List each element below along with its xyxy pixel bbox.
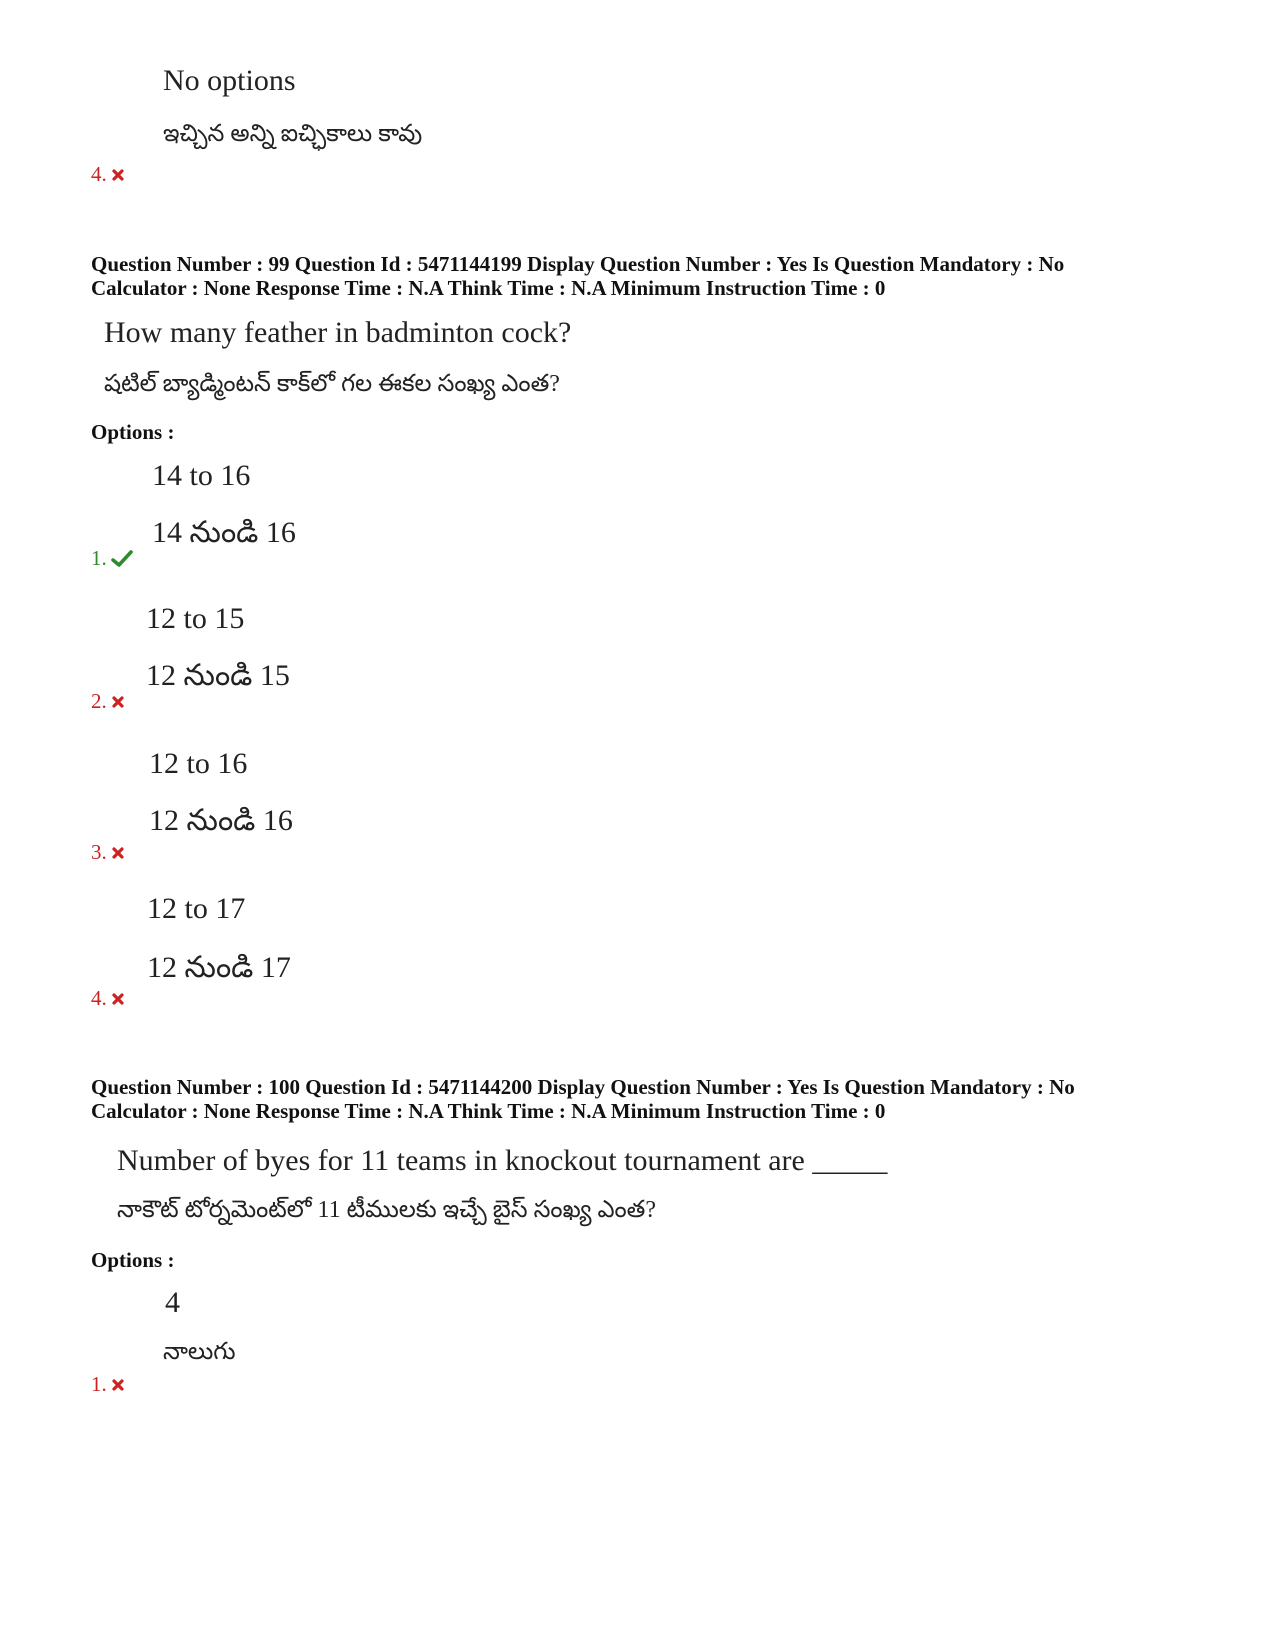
cross-icon — [111, 846, 125, 860]
option-text-te: 12 నుండి 17 — [147, 951, 291, 984]
option-text-en: 12 to 17 — [147, 892, 246, 925]
option-marker — [91, 840, 125, 865]
option-text-te: ఇచ్చిన అన్ని ఐచ్ఛికాలు కావు — [163, 121, 423, 147]
option-text-te: 12 నుండి 16 — [149, 804, 293, 837]
options-label: Options : — [91, 1248, 175, 1272]
option-marker — [91, 546, 133, 571]
option-text-en: 12 to 16 — [149, 747, 248, 780]
options-label: Options : — [91, 420, 175, 444]
cross-icon — [111, 168, 125, 182]
question-meta-line1: Question Number : 100 Question Id : 5471144200 Display Question Number : Yes Is Question Mandatory : No — [91, 1075, 1075, 1099]
question-text-en: How many feather in badminton cock? — [104, 316, 572, 349]
option-number: 2. — [91, 689, 107, 713]
option-text-en: No options — [163, 64, 296, 97]
question-meta-line1: Question Number : 99 Question Id : 5471144199 Display Question Number : Yes Is Question Mandatory : No — [91, 252, 1065, 276]
option-text-te: 14 నుండి 16 — [152, 516, 296, 549]
check-icon — [111, 550, 133, 568]
option-text-en: 14 to 16 — [152, 459, 251, 492]
question-text-te: షటిల్ బ్యాడ్మింటన్ కాక్‌లో గల ఈకల సంఖ్య ఎంత? — [104, 371, 560, 397]
option-number: 1. — [91, 546, 107, 570]
option-number: 3. — [91, 840, 107, 864]
option-text-en: 4 — [165, 1286, 180, 1319]
option-marker — [91, 986, 125, 1011]
question-meta-line2: Calculator : None Response Time : N.A Think Time : N.A Minimum Instruction Time : 0 — [91, 276, 886, 300]
option-number: 4. — [91, 986, 107, 1010]
option-marker — [91, 162, 125, 187]
cross-icon — [111, 695, 125, 709]
cross-icon — [111, 1378, 125, 1392]
question-text-te: నాకౌట్ టోర్నమెంట్‌లో 11 టీములకు ఇచ్చే బైస్ సంఖ్య ఎంత? — [117, 1197, 657, 1223]
option-marker — [91, 1372, 125, 1397]
option-number: 4. — [91, 162, 107, 186]
option-text-te: నాలుగు — [163, 1339, 236, 1365]
question-meta-line2: Calculator : None Response Time : N.A Think Time : N.A Minimum Instruction Time : 0 — [91, 1099, 886, 1123]
option-number: 1. — [91, 1372, 107, 1396]
option-marker — [91, 689, 125, 714]
option-text-en: 12 to 15 — [146, 602, 245, 635]
question-text-en: Number of byes for 11 teams in knockout tournament are _____ — [117, 1144, 888, 1177]
cross-icon — [111, 992, 125, 1006]
option-text-te: 12 నుండి 15 — [146, 659, 290, 692]
